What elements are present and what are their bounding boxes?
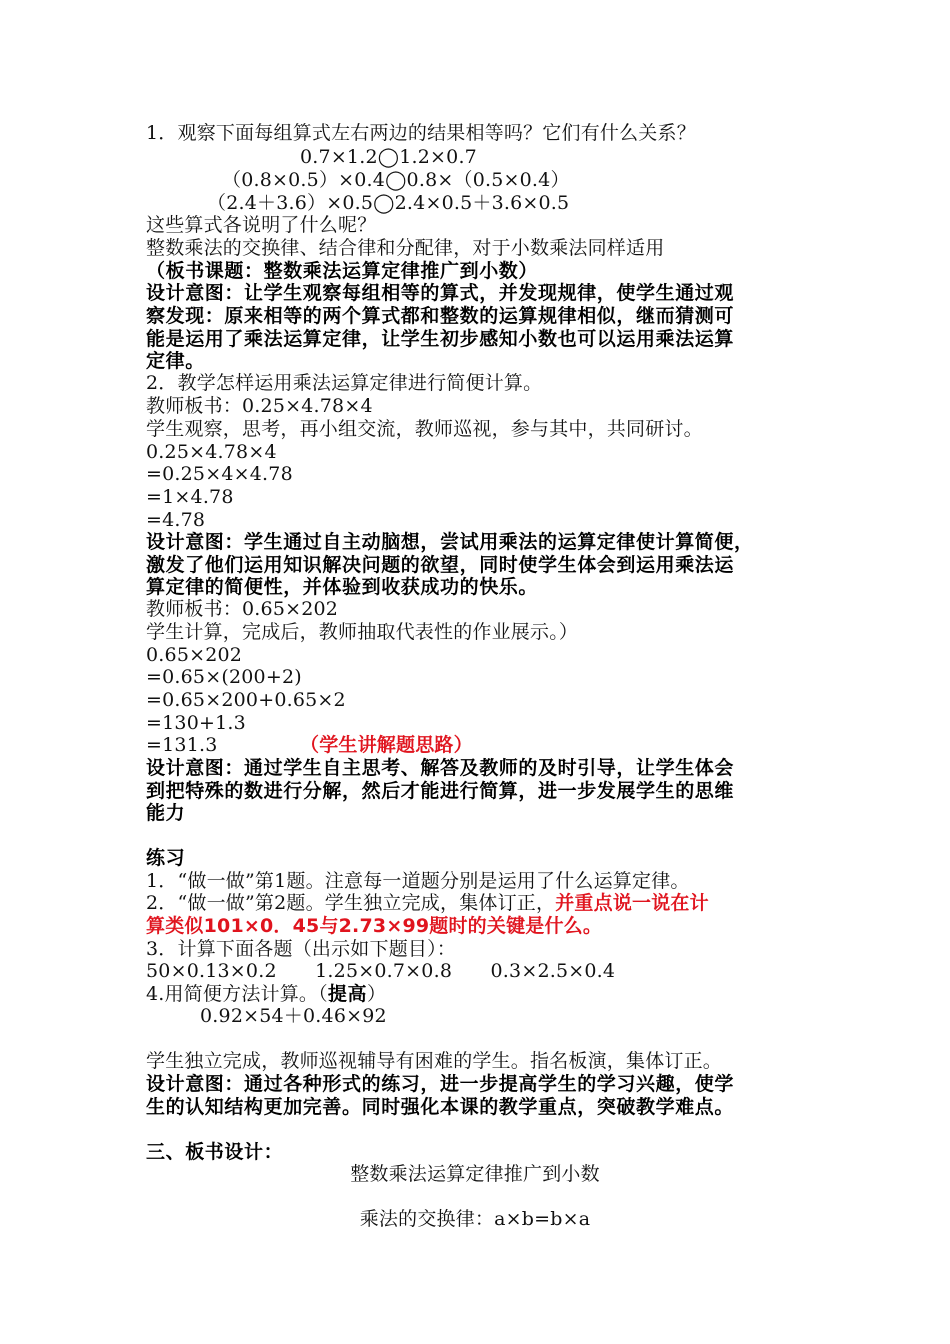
calc-step: =0.65×200+0.65×2	[146, 689, 346, 711]
practice-problems: 50×0.13×0.2 1.25×0.7×0.8 0.3×2.5×0.4	[146, 960, 616, 982]
design-intent-line: 激发了他们运用知识解决问题的欲望，同时使学生体会到运用乘法运	[146, 554, 735, 576]
question-1: 1．观察下面每组算式左右两边的结果相等吗？它们有什么关系？	[146, 122, 696, 144]
board-commutative-law: 乘法的交换律：a×b=b×a	[359, 1208, 591, 1230]
practice-text: 4.用简便方法计算。（	[146, 983, 328, 1005]
section-heading-practice: 练习	[146, 847, 186, 869]
text-line: 学生观察，思考，再小组交流，教师巡视，参与其中，共同研讨。	[146, 418, 703, 440]
practice-text: 2．“做一做”第2题。学生独立完成，集体订正，	[146, 892, 556, 914]
design-intent-line: 能是运用了乘法运算定律，让学生初步感知小数也可以运用乘法运算	[146, 328, 735, 350]
calc-step: =131.3	[146, 734, 218, 756]
section-heading-board-design: 三、板书设计：	[146, 1141, 284, 1163]
student-explains-note: （学生讲解题思路）	[300, 734, 473, 756]
text-line: 学生计算，完成后，教师抽取代表性的作业展示。）	[146, 621, 579, 643]
lesson-title-note: （板书课题：整数乘法运算定律推广到小数）	[146, 260, 539, 282]
design-intent-line: 设计意图：通过学生自主思考、解答及教师的及时引导，让学生体会	[146, 757, 735, 779]
calc-step: =0.65×(200+2)	[146, 666, 302, 688]
design-intent-line: 设计意图：学生通过自主动脑想，尝试用乘法的运算定律使计算简便，	[146, 531, 754, 553]
design-intent-line: 生的认知结构更加完善。同时强化本课的教学重点，突破教学难点。	[146, 1096, 735, 1118]
practice-item: 1．“做一做”第1题。注意每一道题分别是运用了什么运算定律。	[146, 870, 690, 892]
calc-step: =130+1.3	[146, 712, 246, 734]
equation-line: 0.7×1.2◯1.2×0.7	[300, 146, 477, 168]
design-intent-line: 算定律的简便性，并体验到收获成功的快乐。	[146, 576, 539, 598]
calc-step: =0.25×4×4.78	[146, 463, 293, 485]
practice-item	[146, 983, 386, 1006]
calc-step: 0.25×4.78×4	[146, 441, 277, 463]
design-intent-line: 设计意图：让学生观察每组相等的算式，并发现规律，使学生通过观	[146, 282, 735, 304]
design-intent-line: 设计意图：通过各种形式的练习，进一步提高学生的学习兴趣，使学	[146, 1073, 735, 1095]
practice-problems: 0.92×54＋0.46×92	[200, 1005, 387, 1027]
equation-line: （2.4＋3.6）×0.5◯2.4×0.5＋3.6×0.5	[207, 192, 570, 214]
practice-item: 3．计算下面各题（出示如下题目）：	[146, 938, 456, 960]
text-line: 学生独立完成，教师巡视辅导有困难的学生。指名板演，集体订正。	[146, 1050, 723, 1072]
equation-line: （0.8×0.5）×0.4◯0.8×（0.5×0.4）	[222, 169, 570, 191]
practice-text: ）	[367, 983, 387, 1005]
calc-step: =1×4.78	[146, 486, 234, 508]
text-line: 这些算式各说明了什么呢？	[146, 214, 377, 236]
design-intent-line: 到把特殊的数进行分解，然后才能进行简算，进一步发展学生的思维	[146, 780, 735, 802]
calc-step: 0.65×202	[146, 644, 243, 666]
teacher-writing: 教师板书：0.65×202	[146, 598, 339, 620]
text-line: 整数乘法的交换律、结合律和分配律，对于小数乘法同样适用	[146, 237, 665, 259]
design-intent-line: 能力	[146, 802, 186, 824]
design-intent-line: 定律。	[146, 350, 205, 372]
teacher-writing: 教师板书：0.25×4.78×4	[146, 395, 373, 417]
board-title: 整数乘法运算定律推广到小数	[350, 1163, 600, 1185]
design-intent-line: 察发现：原来相等的两个算式都和整数的运算规律相似，继而猜测可	[146, 305, 735, 327]
advanced-label: 提高	[327, 983, 368, 1005]
practice-emphasis: 并重点说一说在计	[555, 892, 709, 914]
question-2: 2．教学怎样运用乘法运算定律进行简便计算。	[146, 372, 543, 394]
calc-step: =4.78	[146, 509, 206, 531]
practice-item	[146, 892, 709, 915]
practice-emphasis: 算类似101×0．45与2.73×99题时的关键是什么。	[146, 915, 603, 937]
